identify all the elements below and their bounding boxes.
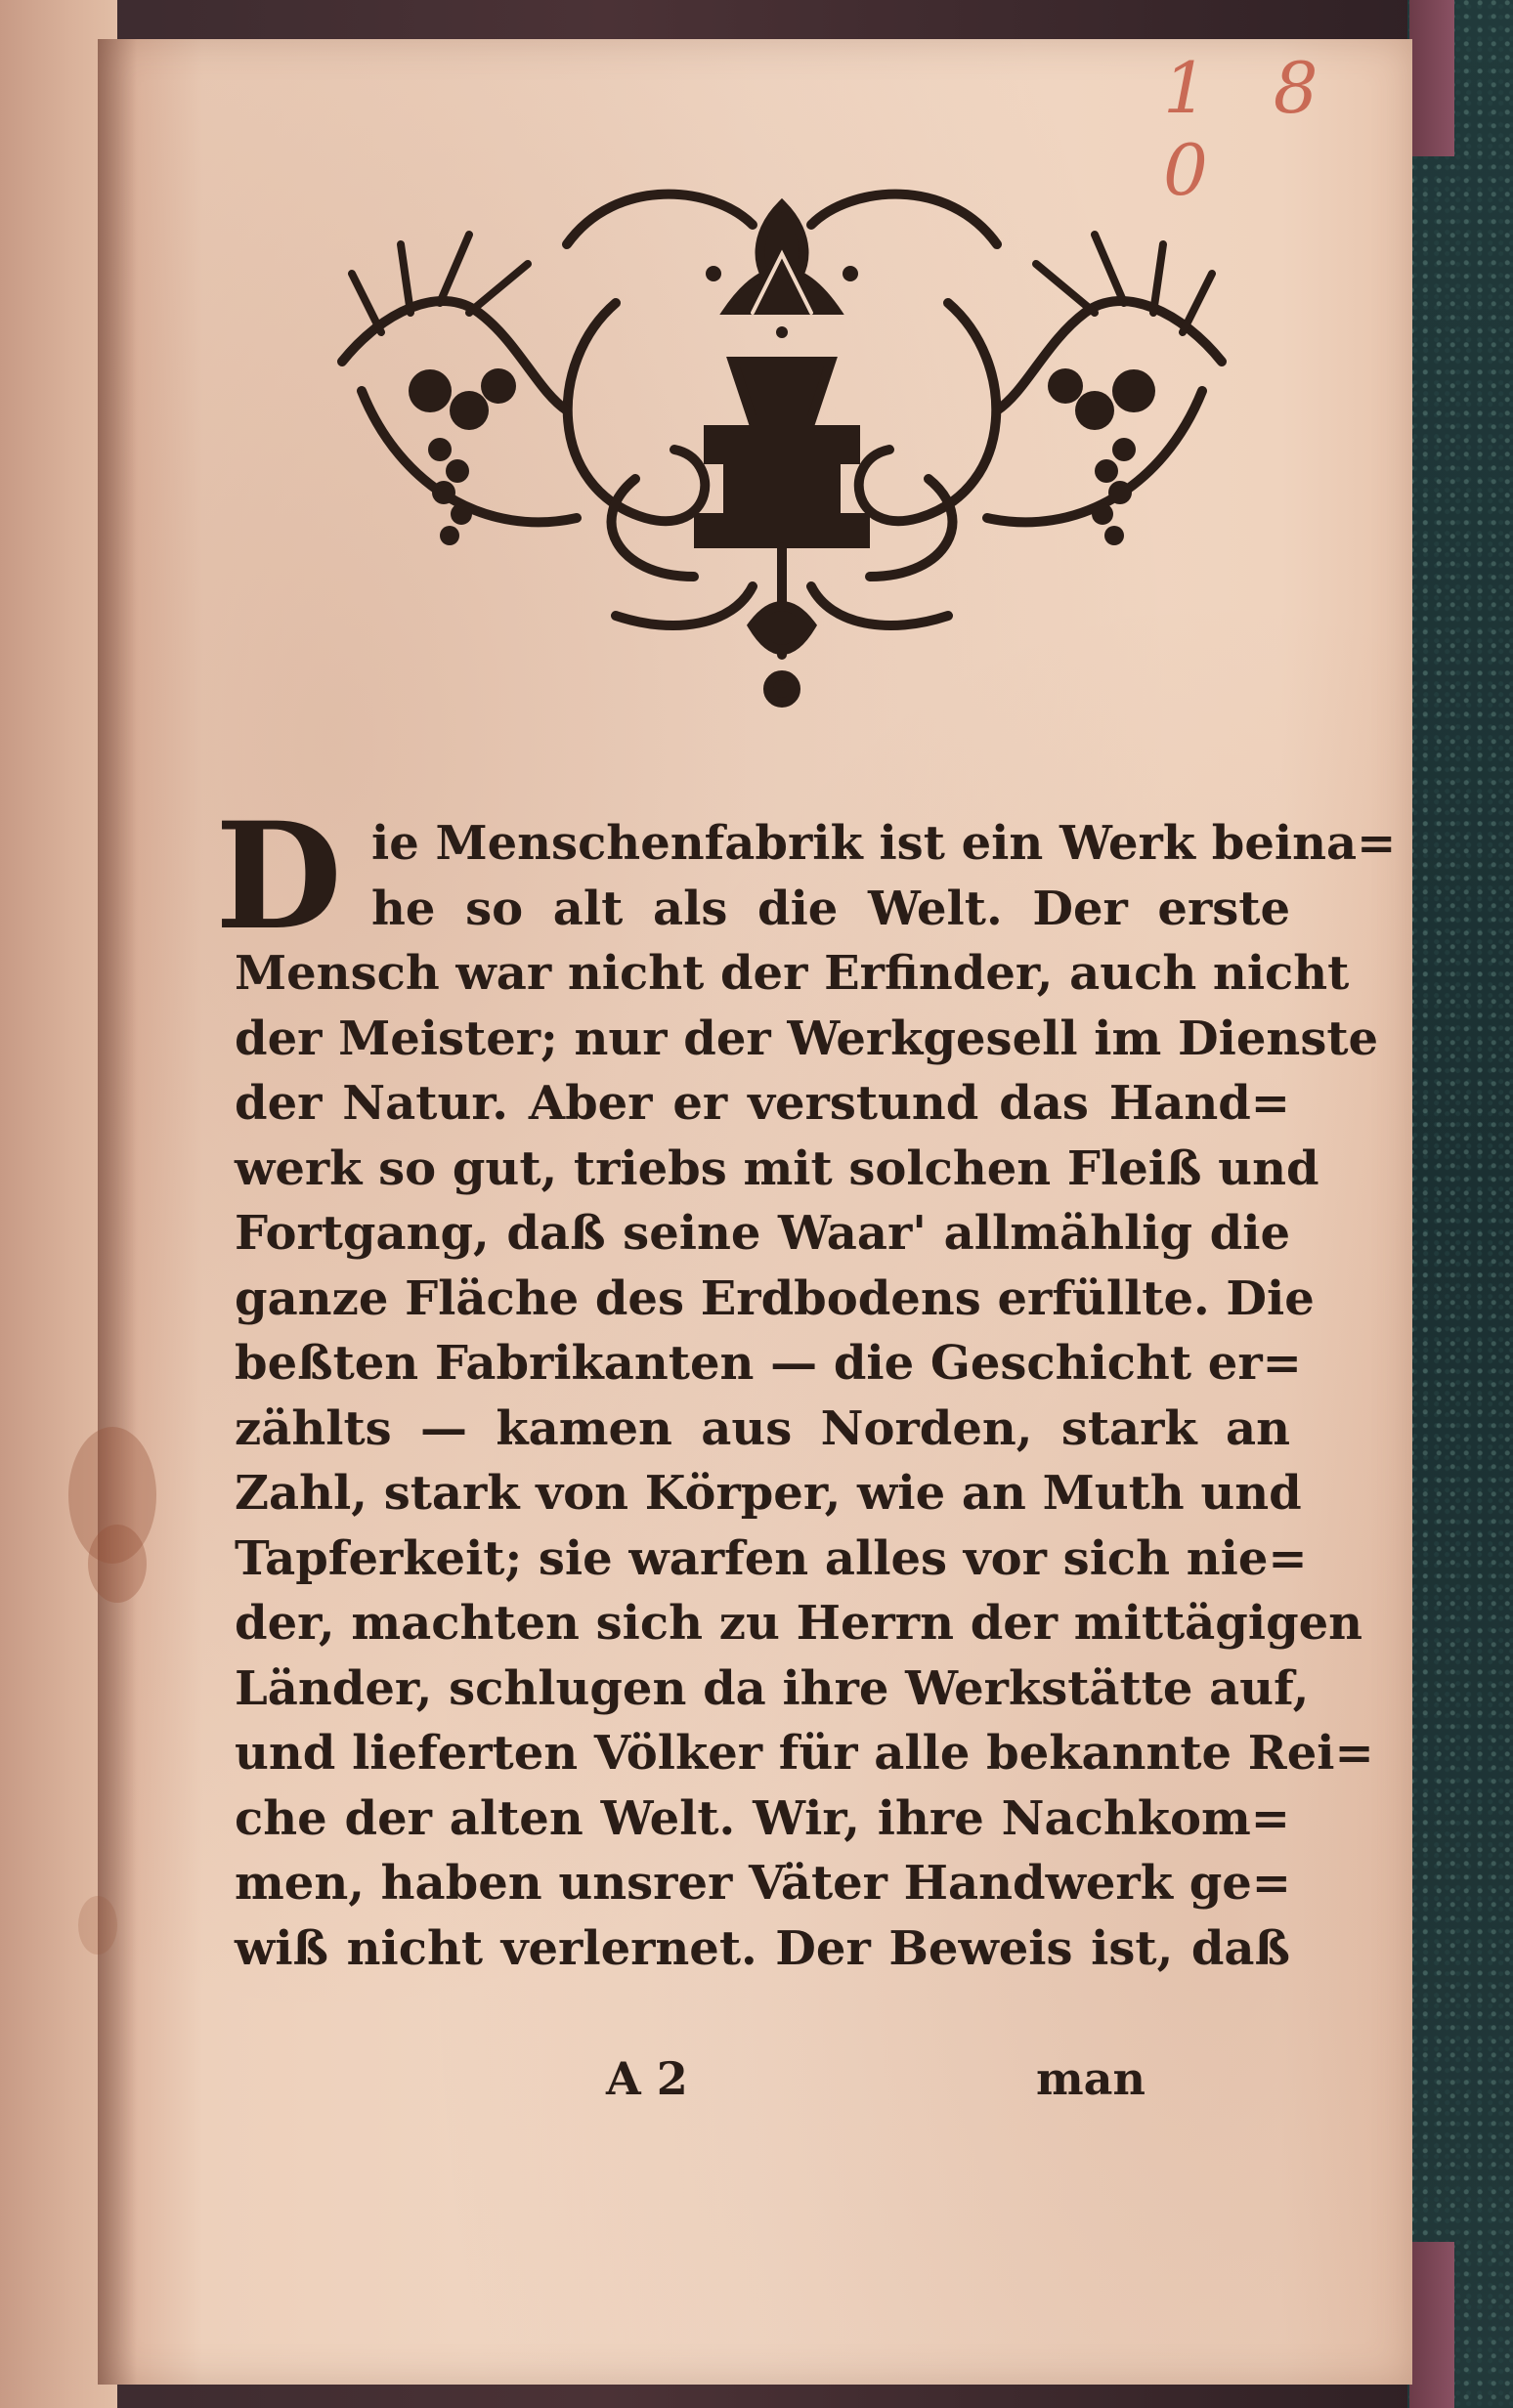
text-line: Zahl, stark von Körper, wie an Muth und <box>235 1466 1302 1521</box>
text-line: und lieferten Völker für alle bekannte Rei= <box>235 1726 1374 1781</box>
ornamental-vignette-icon <box>323 166 1241 713</box>
text-line: Fortgang, daß seine Waar' allmählig die <box>235 1206 1290 1261</box>
book-page <box>98 39 1412 2385</box>
text-line: che der alten Welt. Wir, ihre Nachkom= <box>235 1790 1290 1846</box>
text-line: he so alt als die Welt. Der erste <box>371 881 1290 936</box>
text-line: werk so gut, triebs mit solchen Fleiß und <box>235 1140 1319 1196</box>
handwritten-folio-number: 1 8 0 <box>1163 47 1340 211</box>
text-line: wiß nicht verlernet. Der Beweis ist, daß <box>235 1920 1290 1976</box>
text-line: Mensch war nicht der Erfinder, auch nicht <box>235 946 1350 1001</box>
body-text <box>235 811 1397 1981</box>
catchword: man <box>1036 2052 1146 2105</box>
text-line: men, haben unsrer Väter Handwerk ge= <box>235 1856 1292 1911</box>
cover-corner-bottom <box>1409 2242 1454 2408</box>
signature-mark: A 2 <box>606 2052 688 2105</box>
text-line: zählts — kamen aus Norden, stark an <box>235 1400 1290 1456</box>
cover-corner-top <box>1409 0 1454 156</box>
text-line: Tapferkeit; sie warfen alles vor sich nie= <box>235 1530 1308 1586</box>
text-line: Länder, schlugen da ihre Werkstätte auf, <box>235 1660 1310 1716</box>
paper-stain <box>78 1896 117 1955</box>
text-line: der Natur. Aber er verstund das Hand= <box>235 1076 1290 1131</box>
text-line: der Meister; nur der Werkgesell im Dienste <box>235 1010 1379 1066</box>
gutter-shadow <box>98 39 137 2385</box>
text-line: ganze Fläche des Erdbodens erfüllte. Die <box>235 1270 1315 1326</box>
text-line: der, machten sich zu Herrn der mittägigen <box>235 1596 1363 1651</box>
book-cover-board <box>1407 0 1513 2408</box>
text-line: ie Menschenfabrik ist ein Werk beina= <box>371 816 1397 871</box>
drop-cap-initial: D <box>215 791 343 963</box>
text-line: beßten Fabrikanten — die Geschicht er= <box>235 1336 1302 1391</box>
page-footer <box>98 2052 1412 2130</box>
paper-stain <box>88 1525 147 1603</box>
